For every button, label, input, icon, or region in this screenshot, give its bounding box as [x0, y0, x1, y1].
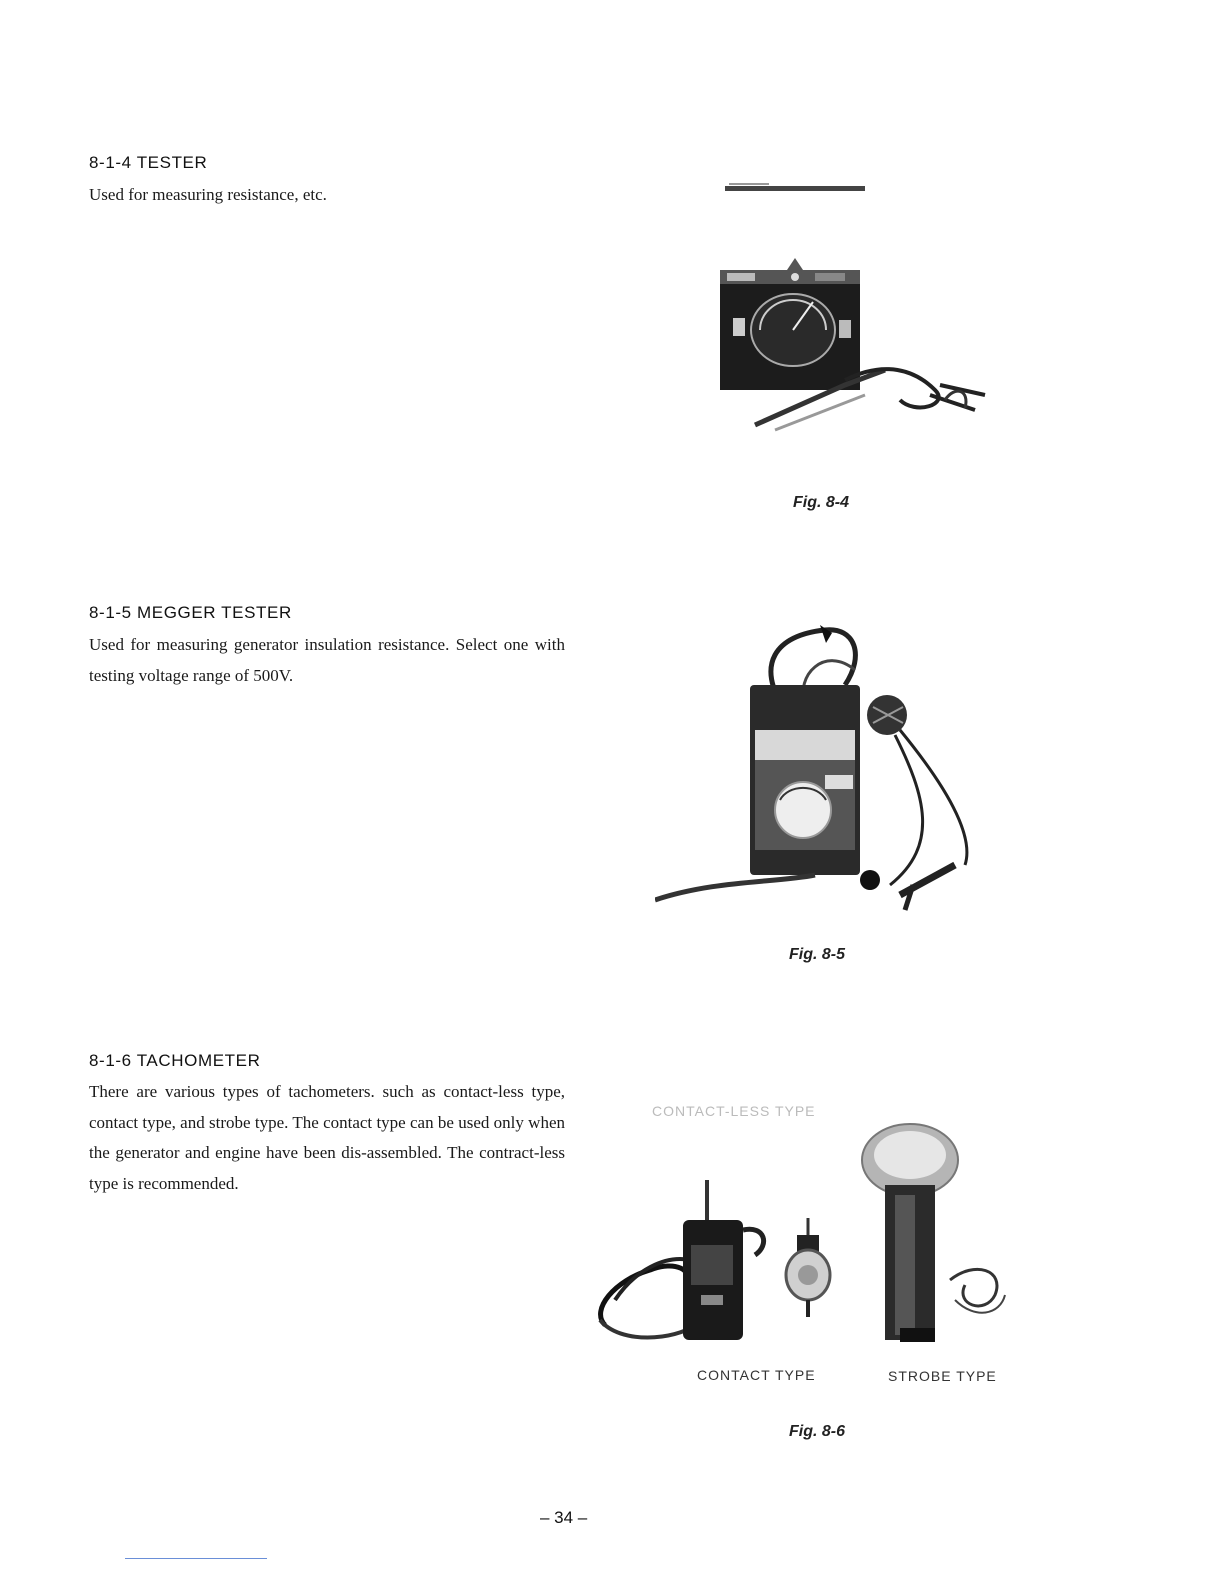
label-strobe-type: STROBE TYPE [888, 1368, 997, 1384]
label-contact-type: CONTACT TYPE [697, 1367, 816, 1383]
figure-caption-8-4: Fig. 8-4 [793, 494, 850, 511]
section-heading-megger-tester: 8-1-5 MEGGER TESTER [89, 603, 292, 622]
label-contactless-type: CONTACT-LESS TYPE [652, 1103, 816, 1119]
page-number: – 34 – [540, 1508, 588, 1527]
section-heading-tester: 8-1-4 TESTER [89, 153, 208, 172]
tester-photo [715, 180, 1005, 440]
section-body-tachometer: There are various types of tachometers. such as contact-less type, contact type, and strobe type. The contact type can be used only when the generator and engine have been dis-assembled. The contract-less type is recommended. [89, 1082, 565, 1193]
section-body-tester: Used for measuring resistance, etc. [89, 185, 327, 204]
footer-rule [125, 1558, 267, 1559]
section-body-megger-tester: Used for measuring generator insulation resistance. Select one with testing voltage range of 500V. [89, 635, 565, 685]
section-heading-tachometer: 8-1-6 TACHOMETER [89, 1051, 261, 1070]
figure-caption-8-5: Fig. 8-5 [789, 946, 846, 963]
figure-caption-8-6: Fig. 8-6 [789, 1423, 846, 1440]
megger-tester-photo [655, 615, 985, 915]
